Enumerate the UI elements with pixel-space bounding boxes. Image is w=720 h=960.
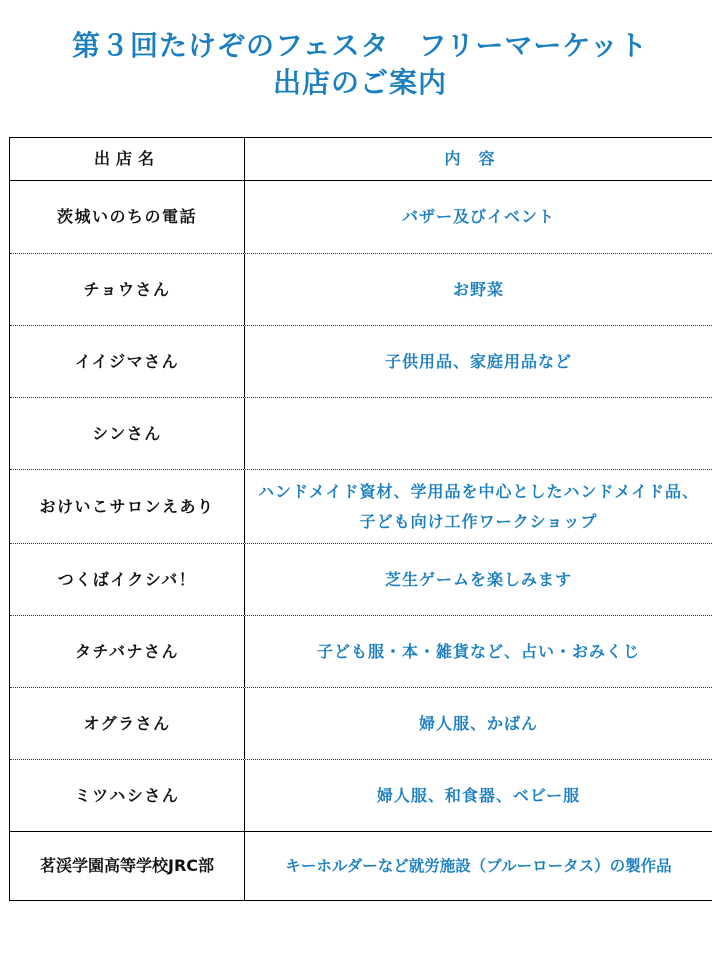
vendor-name: シンさん bbox=[10, 398, 245, 469]
vendor-content: 子供用品、家庭用品など bbox=[384, 351, 572, 371]
vendor-table bbox=[9, 137, 712, 901]
table-row bbox=[10, 398, 712, 470]
vendor-content: 子ども服・本・雑貨など、占い・おみくじ bbox=[316, 641, 640, 661]
table-row bbox=[10, 254, 712, 326]
table-row bbox=[10, 760, 712, 832]
vendor-content: ハンドメイド資材、学用品を中心としたハンドメイド品、子ども向け工作ワークショップ bbox=[257, 481, 700, 531]
table-row bbox=[10, 616, 712, 688]
vendor-name: つくばイクシバ！ bbox=[10, 544, 245, 615]
vendor-name: おけいこサロンえあり bbox=[10, 470, 245, 543]
table-row bbox=[10, 688, 712, 760]
vendor-name: オグラさん bbox=[10, 688, 245, 759]
header-content: 内容 bbox=[444, 149, 513, 168]
vendor-content: バザー及びイベント bbox=[401, 207, 555, 226]
vendor-name: イイジマさん bbox=[10, 326, 245, 397]
vendor-content: キーホルダーなど就労施設（ブルーロータス）の製作品 bbox=[285, 857, 672, 875]
vendor-content bbox=[245, 398, 712, 469]
table-header-row bbox=[10, 138, 712, 181]
table-row bbox=[10, 326, 712, 398]
vendor-content: 芝生ゲームを楽しみます bbox=[384, 569, 572, 589]
table-row bbox=[10, 832, 712, 900]
header-name: 出店名 bbox=[10, 138, 245, 180]
vendor-name: チョウさん bbox=[10, 254, 245, 325]
vendor-content: 婦人服、かばん bbox=[418, 713, 538, 733]
page-title: 第３回たけぞのフェスタ フリーマーケット bbox=[71, 29, 649, 62]
vendor-name: 茨城いのちの電話 bbox=[10, 181, 245, 253]
table-row bbox=[10, 544, 712, 616]
vendor-content: 婦人服、和食器、ベビー服 bbox=[376, 785, 581, 805]
vendor-content: お野菜 bbox=[452, 279, 504, 299]
page-subtitle: 出店のご案内 bbox=[272, 66, 447, 99]
vendor-name: タチバナさん bbox=[10, 616, 245, 687]
vendor-name: 茗渓学園高等学校JRC部 bbox=[10, 832, 245, 900]
table-row bbox=[10, 181, 712, 254]
vendor-name: ミツハシさん bbox=[10, 760, 245, 831]
table-row bbox=[10, 470, 712, 544]
